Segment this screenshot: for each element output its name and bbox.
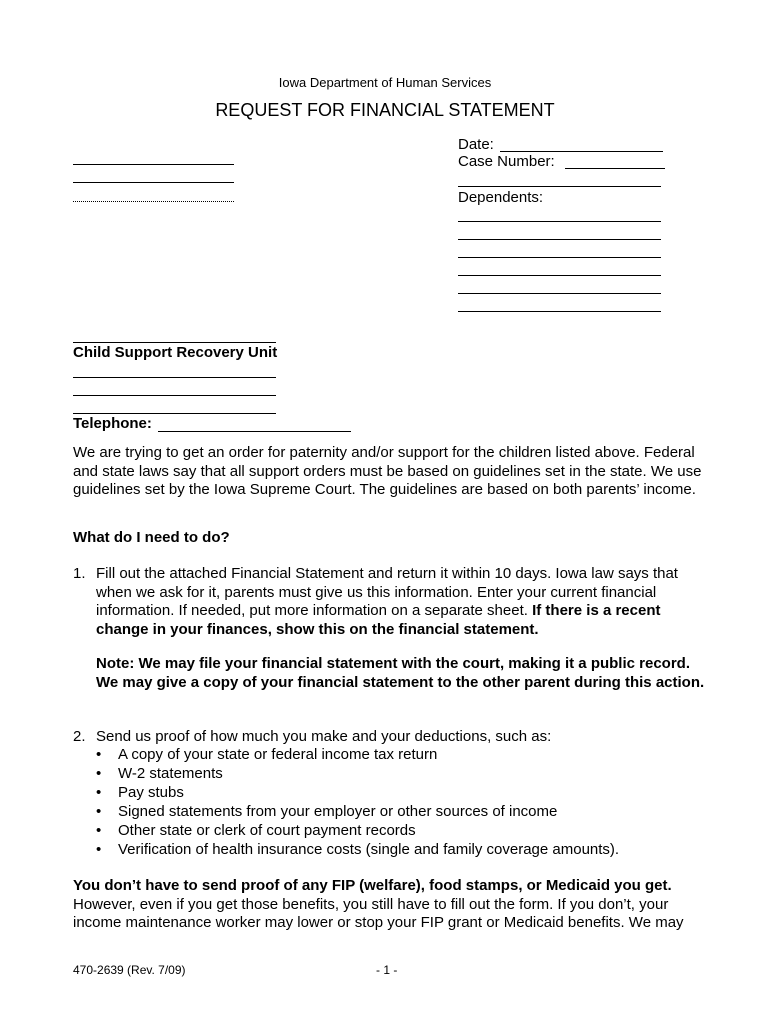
form-number: 470-2639 (Rev. 7/09) <box>73 963 186 977</box>
agency-name: Iowa Department of Human Services <box>278 75 492 90</box>
item1-note: Note: We may file your financial statement with the court, making it a public record. We may give a copy of your financial statement to the other parent during this action. <box>96 655 705 691</box>
item1-bold: If there is a recent change in your finances, show this on the financial statement. <box>96 602 661 638</box>
item1-main: Fill out the attached Financial Statement and return it within 10 days. Iowa law says that when we ask for it, parents must give us this information. Enter your current financial information. If needed, put more information on a separate sheet. <box>96 565 678 619</box>
unit-address-line[interactable] <box>73 377 276 378</box>
list-item: • Pay stubs <box>96 784 619 803</box>
intro-paragraph: We are trying to get an order for paternity and/or support for the children listed above. Federal and state laws say that all support orders must be based on guidelines set in the state. We use guidelines set by the Iowa Supreme Court. The guidelines are based on both parents’ income. <box>73 444 702 498</box>
unit-name: Child Support Recovery Unit <box>73 344 278 361</box>
item1-text <box>96 565 706 639</box>
date-label: Date: <box>458 136 494 153</box>
closing-text: However, even if you get those benefits, you still have to fill out the form. If you don’t, your income maintenance worker may lower or stop your FIP grant or Medicaid benefits. We may <box>73 895 684 931</box>
list-item: • W-2 statements <box>96 765 619 784</box>
proof-list <box>96 746 619 860</box>
unit-address-line[interactable] <box>73 395 276 396</box>
dependent-line[interactable] <box>458 239 661 240</box>
dependents-label: Dependents: <box>458 189 544 206</box>
telephone-label: Telephone: <box>73 415 152 432</box>
addressee-line[interactable] <box>73 164 234 165</box>
dependent-line[interactable] <box>458 221 661 222</box>
unit-address-line[interactable] <box>73 413 276 414</box>
item2-number: 2. <box>73 728 86 745</box>
list-item: • Verification of health insurance costs (single and family coverage amounts). <box>96 841 619 860</box>
closing-paragraph <box>73 877 713 933</box>
item1-number: 1. <box>73 565 86 582</box>
dependent-line[interactable] <box>458 257 661 258</box>
telephone-line[interactable] <box>158 431 351 432</box>
item2-text: Send us proof of how much you make and your deductions, such as: <box>96 728 552 745</box>
date-line[interactable] <box>500 151 663 152</box>
list-item: • Signed statements from your employer or other sources of income <box>96 803 619 822</box>
case-number-label: Case Number: <box>458 153 555 170</box>
dependent-line[interactable] <box>458 311 661 312</box>
addressee-line[interactable] <box>73 182 234 183</box>
case-number-line[interactable] <box>565 168 665 169</box>
closing-bold: You don’t have to send proof of any FIP (welfare), food stamps, or Medicaid you get. <box>73 877 672 894</box>
right-blank-line[interactable] <box>458 186 661 187</box>
dependent-line[interactable] <box>458 275 661 276</box>
question-heading: What do I need to do? <box>73 529 230 546</box>
list-item: • Other state or clerk of court payment records <box>96 822 619 841</box>
addressee-line[interactable] <box>73 201 234 202</box>
unit-line[interactable] <box>73 342 276 343</box>
page-number: - 1 - <box>376 963 398 977</box>
page-title: REQUEST FOR FINANCIAL STATEMENT <box>215 100 555 120</box>
dependent-line[interactable] <box>458 293 661 294</box>
list-item: • A copy of your state or federal income tax return <box>96 746 619 765</box>
